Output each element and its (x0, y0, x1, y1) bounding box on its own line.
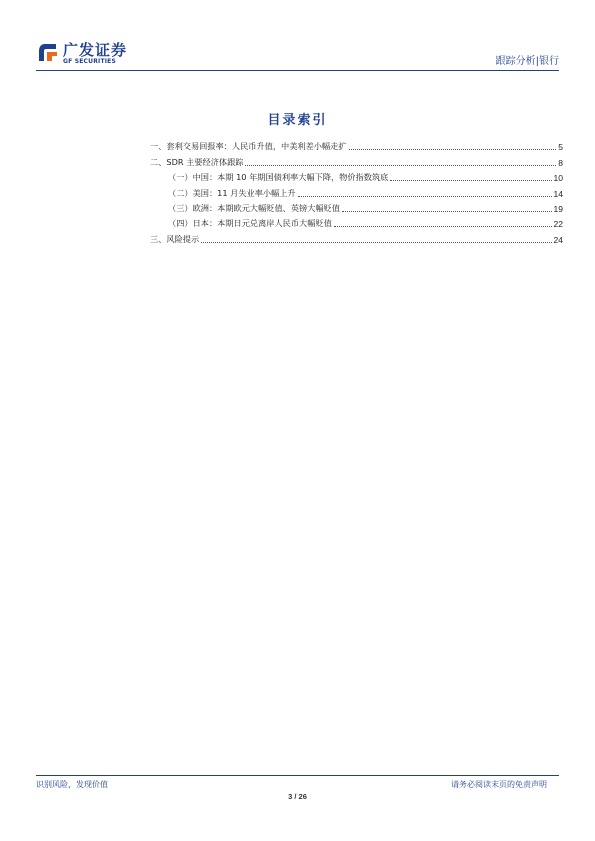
page-footer (36, 775, 559, 789)
toc-leader-dots (201, 242, 551, 243)
toc-entry-page: 10 (553, 173, 563, 184)
toc-entry-label: （四）日本：本期日元兑离岸人民币大幅贬值 (168, 218, 332, 229)
toc-entry-page: 14 (553, 188, 563, 199)
toc-subentry[interactable] (150, 168, 563, 183)
toc-entry-label: 二、SDR 主要经济体跟踪 (150, 156, 244, 167)
toc-entry-label: （三）欧洲：本期欧元大幅贬值、英镑大幅贬值 (168, 202, 340, 213)
footer-disclaimer-note: 请务必阅读末页的免责声明 (451, 780, 547, 789)
toc-leader-dots (298, 196, 552, 197)
toc-subentry[interactable] (150, 183, 563, 198)
toc-entry-label: 一、套利交易回报率：人民币升值，中美利差小幅走扩 (150, 141, 347, 152)
toc-entry[interactable] (150, 229, 563, 244)
footer-slogan: 识别风险，发现价值 (36, 780, 108, 789)
logo-english-name: GF SECURITIES (63, 58, 117, 65)
toc-entry-label: 三、风险提示 (150, 233, 200, 244)
page-number: 3 / 26 (288, 792, 307, 801)
toc-leader-dots (342, 211, 552, 212)
toc-entry-page: 24 (553, 234, 563, 245)
toc-leader-dots (390, 180, 551, 181)
toc-entry[interactable] (150, 152, 563, 167)
toc-leader-dots (349, 149, 557, 150)
toc-entry-page: 19 (553, 203, 563, 214)
toc-entry-page: 5 (558, 142, 563, 153)
logo-chinese-name: 广发证券 (63, 41, 128, 59)
toc-entry-label: （一）中国：本期 10 年期国债利率大幅下降，物价指数筑底 (168, 172, 389, 183)
gf-securities-logo (36, 38, 156, 68)
toc-leader-dots (245, 165, 556, 166)
gf-logo-icon (36, 40, 60, 64)
toc-subentry[interactable] (150, 199, 563, 214)
toc-title: 目录索引 (267, 113, 328, 128)
toc-subentry[interactable] (150, 214, 563, 229)
toc-entry[interactable] (150, 137, 563, 152)
report-type-label: 跟踪分析|银行 (495, 56, 559, 67)
toc-entry-label: （二）美国：11 月失业率小幅上升 (168, 187, 296, 198)
toc-leader-dots (334, 226, 552, 227)
page-header (36, 38, 559, 71)
toc-entry-page: 22 (553, 219, 563, 230)
toc-entry-page: 8 (558, 157, 563, 168)
table-of-contents (150, 137, 563, 245)
